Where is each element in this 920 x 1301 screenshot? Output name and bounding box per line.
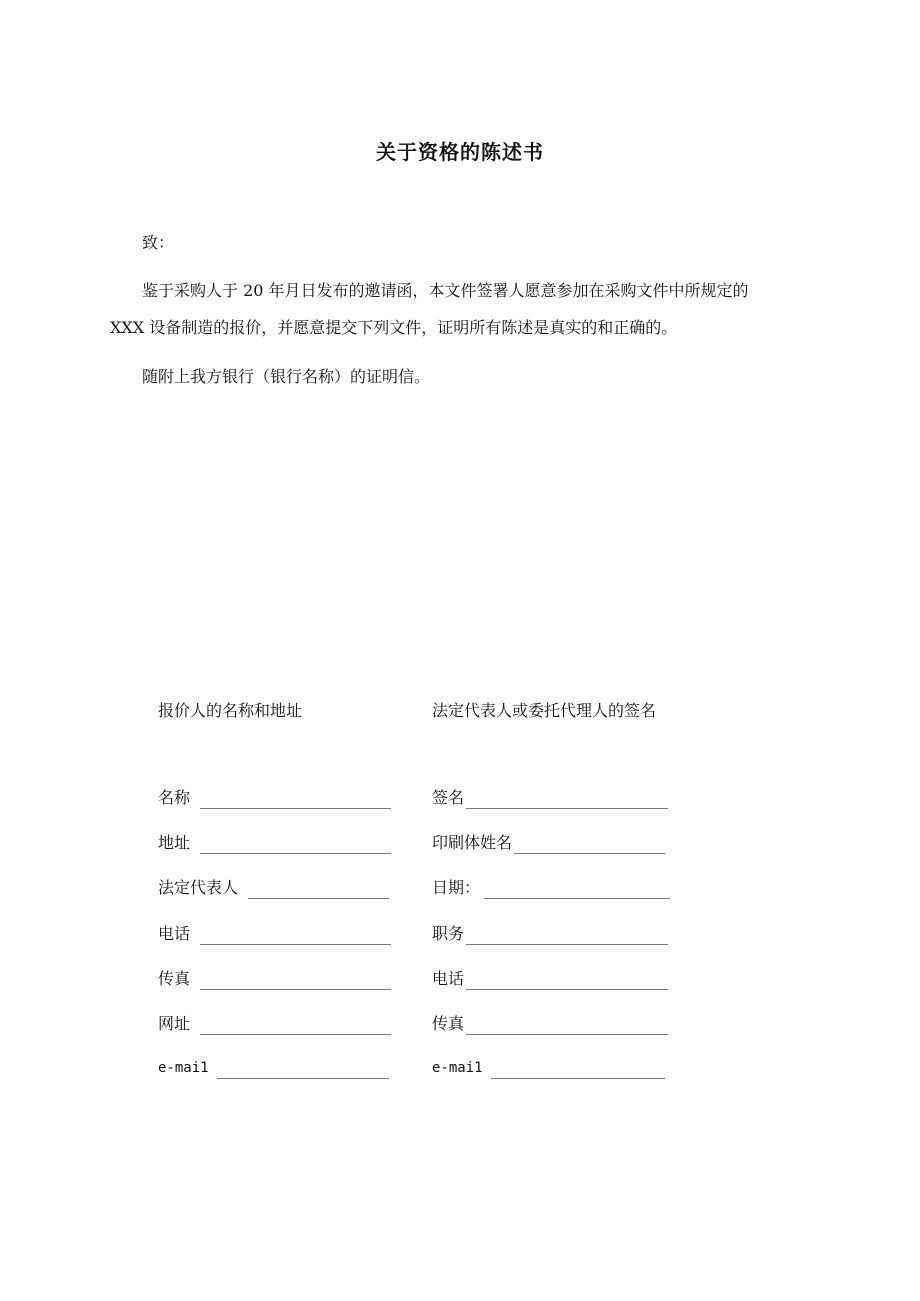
fill-in-line[interactable]: [484, 882, 670, 899]
bank-certificate-paragraph: 随附上我方银行（银行名称）的证明信。: [142, 367, 431, 386]
field-label: e-mai1: [432, 1060, 483, 1076]
fill-in-line[interactable]: [466, 792, 668, 809]
fill-in-line[interactable]: [466, 928, 668, 945]
signatory-phone-field[interactable]: [432, 968, 668, 990]
field-label: 传真: [432, 1014, 465, 1033]
field-label: 地址: [158, 833, 191, 852]
field-label: 电话: [432, 969, 465, 988]
fill-in-line[interactable]: [200, 1018, 391, 1035]
field-label: 名称: [158, 788, 191, 807]
printed-name-field[interactable]: [432, 832, 665, 854]
field-label: 法定代表人: [158, 878, 239, 897]
field-label: 传真: [158, 969, 191, 988]
bidder-website-field[interactable]: [158, 1013, 391, 1035]
fill-in-line[interactable]: [200, 837, 391, 854]
bidder-email-field[interactable]: [158, 1057, 389, 1079]
bidder-name-field[interactable]: [158, 787, 391, 809]
page-title: 关于资格的陈述书: [376, 140, 544, 164]
field-label: 电话: [158, 924, 191, 943]
bidder-address-field[interactable]: [158, 832, 391, 854]
fill-in-line[interactable]: [491, 1062, 665, 1079]
signatory-fax-field[interactable]: [432, 1013, 668, 1035]
bidder-phone-field[interactable]: [158, 923, 391, 945]
fill-in-line[interactable]: [200, 792, 391, 809]
statement-paragraph-line-1: 鉴于采购人于 20 年月日发布的邀请函，本文件签署人愿意参加在采购文件中所规定的: [142, 281, 749, 300]
position-field[interactable]: [432, 923, 668, 945]
field-label: 网址: [158, 1014, 191, 1033]
signature-field[interactable]: [432, 787, 668, 809]
signatory-info-heading: 法定代表人或委托代理人的签名: [432, 701, 657, 720]
field-label: e-mai1: [158, 1060, 209, 1076]
date-field[interactable]: [432, 877, 670, 899]
fill-in-line[interactable]: [514, 837, 665, 854]
bidder-legal-rep-field[interactable]: [158, 877, 389, 899]
field-label: 签名: [432, 788, 465, 807]
field-label: 印刷体姓名: [432, 833, 513, 852]
field-label: 日期：: [432, 878, 481, 897]
fill-in-line[interactable]: [217, 1062, 389, 1079]
fill-in-line[interactable]: [466, 1018, 668, 1035]
fill-in-line[interactable]: [248, 882, 389, 899]
fill-in-line[interactable]: [466, 973, 668, 990]
statement-paragraph-line-2: XXX 设备制造的报价，并愿意提交下列文件，证明所有陈述是真实的和正确的。: [110, 318, 678, 337]
bidder-info-heading: 报价人的名称和地址: [158, 701, 303, 720]
signatory-email-field[interactable]: [432, 1057, 665, 1079]
fill-in-line[interactable]: [200, 928, 391, 945]
fill-in-line[interactable]: [200, 973, 391, 990]
salutation: 致：: [142, 233, 175, 252]
bidder-fax-field[interactable]: [158, 968, 391, 990]
field-label: 职务: [432, 924, 465, 943]
